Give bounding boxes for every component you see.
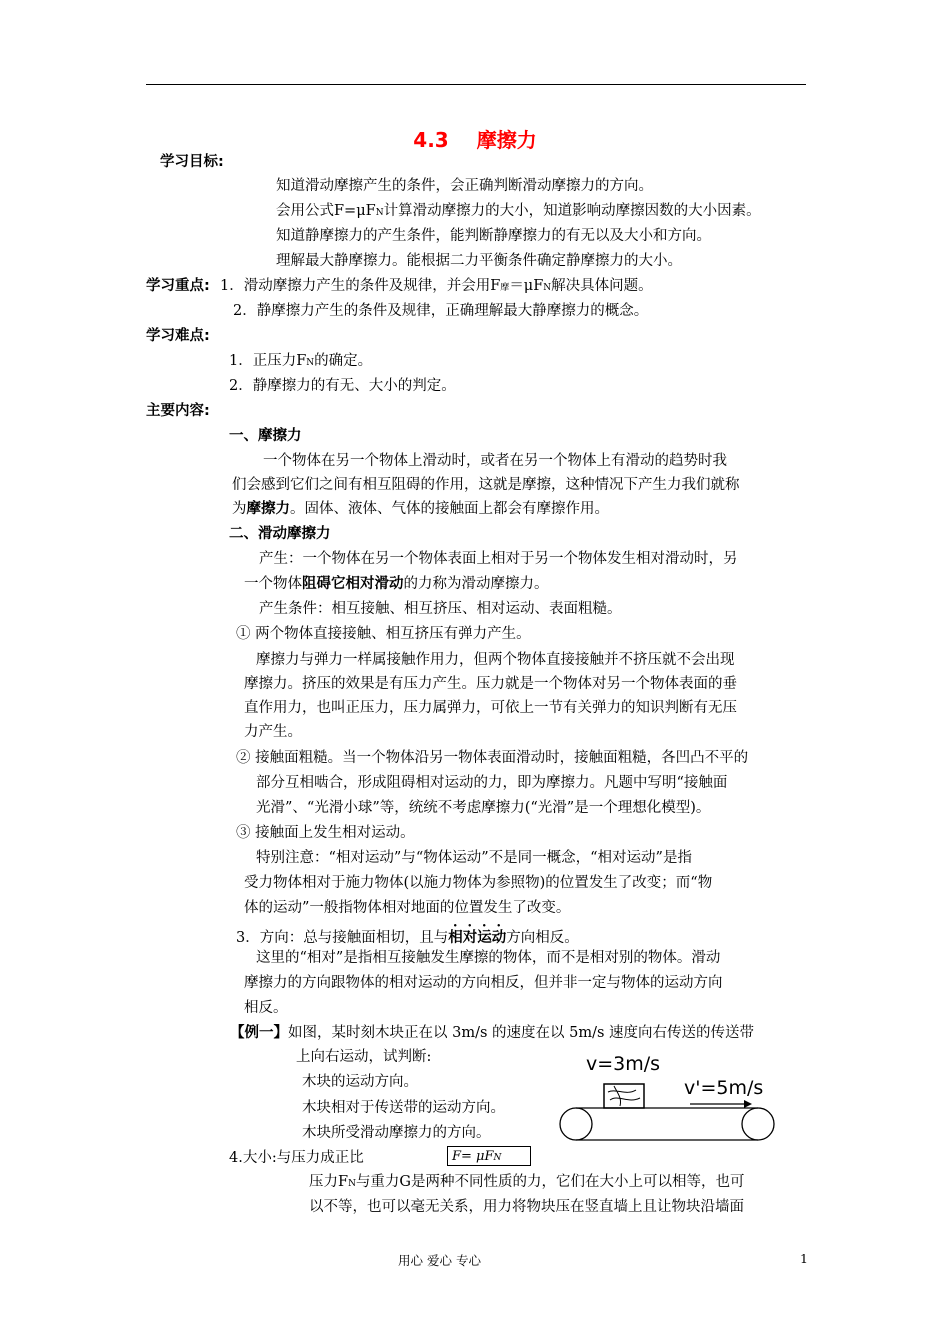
condition-item: ② 接触面粗糙。当一个物体沿另一物体表面滑动时，接触面粗糙，各凹凸不平的	[236, 750, 749, 766]
belt-roller-right	[742, 1108, 774, 1140]
content-label: 主要内容:	[146, 403, 210, 419]
block-velocity-label: v=3m/s	[586, 1053, 661, 1075]
paragraph-line: 一个物体阻碍它相对滑动的力称为滑动摩擦力。	[244, 576, 549, 592]
difficulties-label: 学习难点:	[146, 328, 210, 344]
condition-item: ③ 接触面上发生相对运动。	[236, 825, 415, 841]
key-point-item: 1．滑动摩擦力产生的条件及规律，并会用F摩＝μFN解决具体问题。	[220, 278, 653, 294]
paragraph-line: 直作用力，也叫正压力，压力属弹力，可依上一节有关弹力的知识判断有无压	[244, 700, 737, 716]
example-line: 【例一】如图，某时刻木块正在以 3m/s 的速度在以 5m/s 速度向右传送的传送带	[230, 1025, 755, 1041]
difficulty-item: 1．正压力FN的确定。	[229, 353, 373, 369]
objectives-label: 学习目标:	[160, 154, 224, 170]
paragraph-line: 力产生。	[244, 724, 302, 740]
paragraph-line: 特别注意：“相对运动”与“物体运动”不是同一概念，“相对运动”是指	[256, 850, 692, 866]
footer-text: 用心 爱心 专心	[398, 1253, 481, 1268]
example-question: 木块所受滑动摩擦力的方向。	[302, 1125, 491, 1141]
paragraph-line: 摩擦力。挤压的效果是有压力产生。压力就是一个物体对另一个物体表面的垂	[244, 676, 737, 692]
paragraph-line: 体的运动”一般指物体相对地面的位置发生了改变。	[244, 900, 571, 916]
bold-term: 摩擦力	[246, 501, 290, 517]
paragraph-line: 压力FN与重力G是两种不同性质的力，它们在大小上可以相等，也可	[309, 1174, 745, 1190]
paragraph-line: 3．方向：总与接触面相切，且与相对运动方向相反。	[236, 930, 579, 946]
objective-item: 知道滑动摩擦产生的条件，会正确判断滑动摩擦力的方向。	[276, 178, 653, 194]
condition-item: ① 两个物体直接接触、相互挤压有弹力产生。	[236, 626, 531, 642]
paragraph-line: 一个物体在另一个物体上滑动时，或者在另一个物体上有滑动的趋势时我	[263, 453, 727, 469]
wooden-block	[604, 1084, 644, 1108]
key-point-item: 2．静摩擦力产生的条件及规律，正确理解最大静摩擦力的概念。	[233, 303, 649, 319]
emphasis-term: 相对运动	[448, 930, 507, 946]
paragraph-line: 受力物体相对于施力物体(以施力物体为参照物)的位置发生了改变；而“物	[244, 875, 713, 891]
paragraph-line: 产生条件：相互接触、相互挤压、相对运动、表面粗糙。	[259, 601, 622, 617]
belt-roller-left	[560, 1108, 592, 1140]
paragraph-line: 摩擦力与弹力一样属接触作用力，但两个物体直接接触并不挤压就不会出现	[256, 652, 735, 668]
paragraph-line: 产生：一个物体在另一个物体表面上相对于另一个物体发生相对滑动时，另	[259, 551, 738, 567]
page-number: 1	[800, 1251, 808, 1266]
paragraph-line: 光滑”、“光滑小球”等，统统不考虑摩擦力(“光滑”是一个理想化模型)。	[256, 800, 711, 816]
key-points-label: 学习重点:	[146, 278, 210, 294]
title-number: 4.3	[413, 128, 449, 152]
example-question: 木块的运动方向。	[302, 1074, 418, 1090]
conveyor-figure	[556, 1048, 786, 1144]
example-line: 上向右运动，试判断:	[296, 1049, 432, 1065]
formula-box: F= μFN	[447, 1146, 531, 1166]
example-question: 木块相对于传送带的运动方向。	[302, 1100, 505, 1116]
section-heading-friction: 一、摩擦力	[229, 428, 302, 444]
paragraph-line: 摩擦力的方向跟物体的相对运动的方向相反，但并非一定与物体的运动方向	[244, 975, 723, 991]
paragraph-line: 相反。	[244, 1000, 288, 1016]
paragraph-line: 为摩擦力。固体、液体、气体的接触面上都会有摩擦作用。	[232, 501, 609, 517]
belt-velocity-label: v'=5m/s	[684, 1077, 764, 1099]
objective-item: 理解最大静摩擦力。能根据二力平衡条件确定静摩擦力的大小。	[276, 253, 682, 269]
paragraph-line: 这里的“相对”是指相互接触发生摩擦的物体，而不是相对别的物体。滑动	[256, 950, 721, 966]
paragraph-line: 部分互相啮合，形成阻碍相对运动的力，即为摩擦力。凡题中写明“接触面	[256, 775, 728, 791]
difficulty-item: 2．静摩擦力的有无、大小的判定。	[229, 378, 456, 394]
paragraph-line: 们会感到它们之间有相互阻碍的作用，这就是摩擦，这种情况下产生力我们就称	[232, 477, 740, 493]
size-label: 4.大小:与压力成正比	[229, 1150, 364, 1166]
bold-term: 阻碍它相对滑动	[302, 576, 404, 592]
title-name: 摩擦力	[476, 128, 537, 152]
page-title	[0, 124, 950, 153]
objective-item: 会用公式F=μFN计算滑动摩擦力的大小，知道影响动摩擦因数的大小因素。	[276, 203, 761, 219]
example-label: 【例一】	[230, 1025, 288, 1041]
header-rule	[146, 84, 806, 85]
belt-arrow-head	[744, 1100, 752, 1108]
paragraph-line: 以不等，也可以毫无关系，用力将物块压在竖直墙上且让物块沿墙面	[309, 1199, 744, 1215]
section-heading-sliding: 二、滑动摩擦力	[229, 526, 331, 542]
objective-item: 知道静摩擦力的产生条件，能判断静摩擦力的有无以及大小和方向。	[276, 228, 711, 244]
